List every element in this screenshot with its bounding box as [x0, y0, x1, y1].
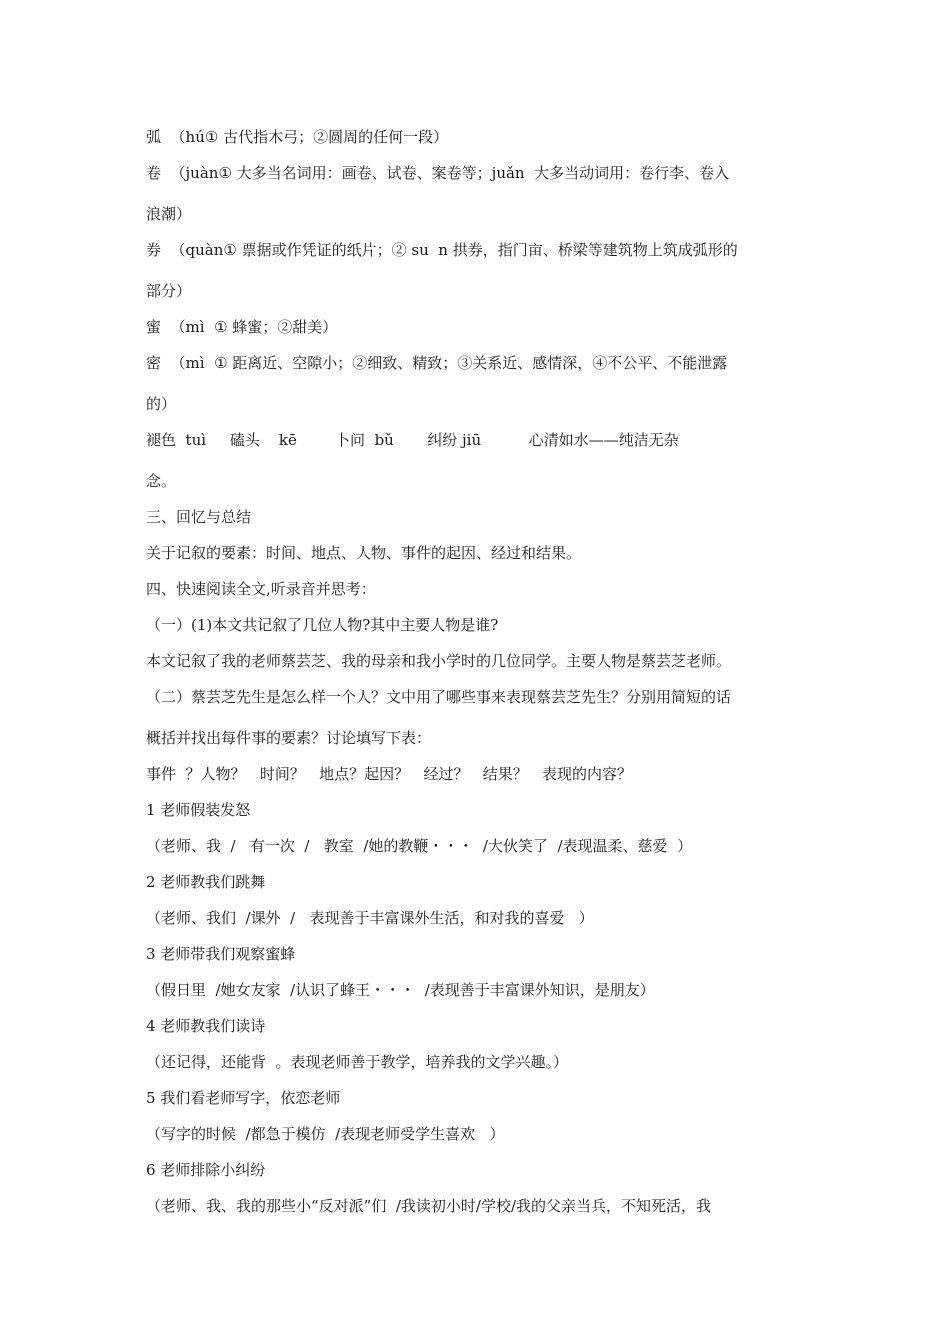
event-details: （老师、我 / 有一次 / 教室 /她的教鞭・・・ /大伙笑了 /表现温柔、慈爱 ）: [146, 837, 693, 855]
text-line: 部分）: [146, 282, 192, 300]
event-title: 4 老师教我们读诗: [146, 1017, 266, 1035]
event-title: 3 老师带我们观察蜜蜂: [146, 945, 296, 963]
text-line: 卷 （juàn① 大多当名词用：画卷、试卷、案卷等；juǎn 大多当动词用：卷行李、卷入: [146, 164, 730, 182]
text-line: 褪色 tuì 磕头 kē 卜问 bǔ 纠纷 jiū 心清如水——纯洁无杂: [146, 431, 679, 449]
event-details: （还记得，还能背 。表现老师善于教学，培养我的文学兴趣。）: [146, 1053, 569, 1071]
section-heading: 四、快速阅读全文,听录音并思考：: [146, 580, 376, 598]
text-line: 密 （mì ① 距离近、空隙小；②细致、精致；③关系近、感情深，④不公平、不能泄露: [146, 354, 728, 372]
text-line: 蜜 （mì ① 蜂蜜；②甜美）: [146, 318, 338, 336]
text-line: 弧 （hú① 古代指木弓；②圆周的任何一段）: [146, 128, 449, 146]
text-line: （一）(1)本文共记叙了几位人物?其中主要人物是谁?: [146, 616, 499, 634]
text-line: （二）蔡芸芝先生是怎么样一个人？文中用了哪些事来表现蔡芸芝先生？分别用简短的话: [146, 688, 732, 706]
event-details: （老师、我们 /课外 / 表现善于丰富课外生活，和对我的喜爱 ）: [146, 909, 594, 927]
event-details: （老师、我、我的那些小“反对派”们 /我读初小时/学校/我的父亲当兵，不知死活，我: [146, 1197, 712, 1215]
event-title: 2 老师教我们跳舞: [146, 873, 266, 891]
text-line: 念。: [146, 472, 177, 490]
event-title: 5 我们看老师写字，依恋老师: [146, 1089, 341, 1107]
text-line: 的）: [146, 395, 177, 413]
text-line: 本文记叙了我的老师蔡芸芝、我的母亲和我小学时的几位同学。主要人物是蔡芸芝老师。: [146, 652, 732, 670]
table-header-line: 事件 ？人物？ 时间？ 地点？起因？ 经过？ 结果？ 表现的内容？: [146, 765, 633, 783]
text-line: 关于记叙的要素：时间、地点、人物、事件的起因、经过和结果。: [146, 544, 582, 562]
text-line: 浪潮）: [146, 205, 192, 223]
text-line: 概括并找出每件事的要素？讨论填写下表：: [146, 729, 432, 747]
event-title: 6 老师排除小纠纷: [146, 1161, 266, 1179]
text-line: 券 （quàn① 票据或作凭证的纸片；② su n 拱券，指门亩、桥梁等建筑物上筑成弧形的: [146, 241, 738, 259]
event-title: 1 老师假装发怒: [146, 801, 251, 819]
section-heading: 三、回忆与总结: [146, 508, 252, 526]
event-details: （假日里 /她女友家 /认识了蜂王・・・ /表现善于丰富课外知识，是朋友）: [146, 981, 655, 999]
event-details: （写字的时候 /都急于模仿 /表现老师受学生喜欢 ）: [146, 1125, 505, 1143]
